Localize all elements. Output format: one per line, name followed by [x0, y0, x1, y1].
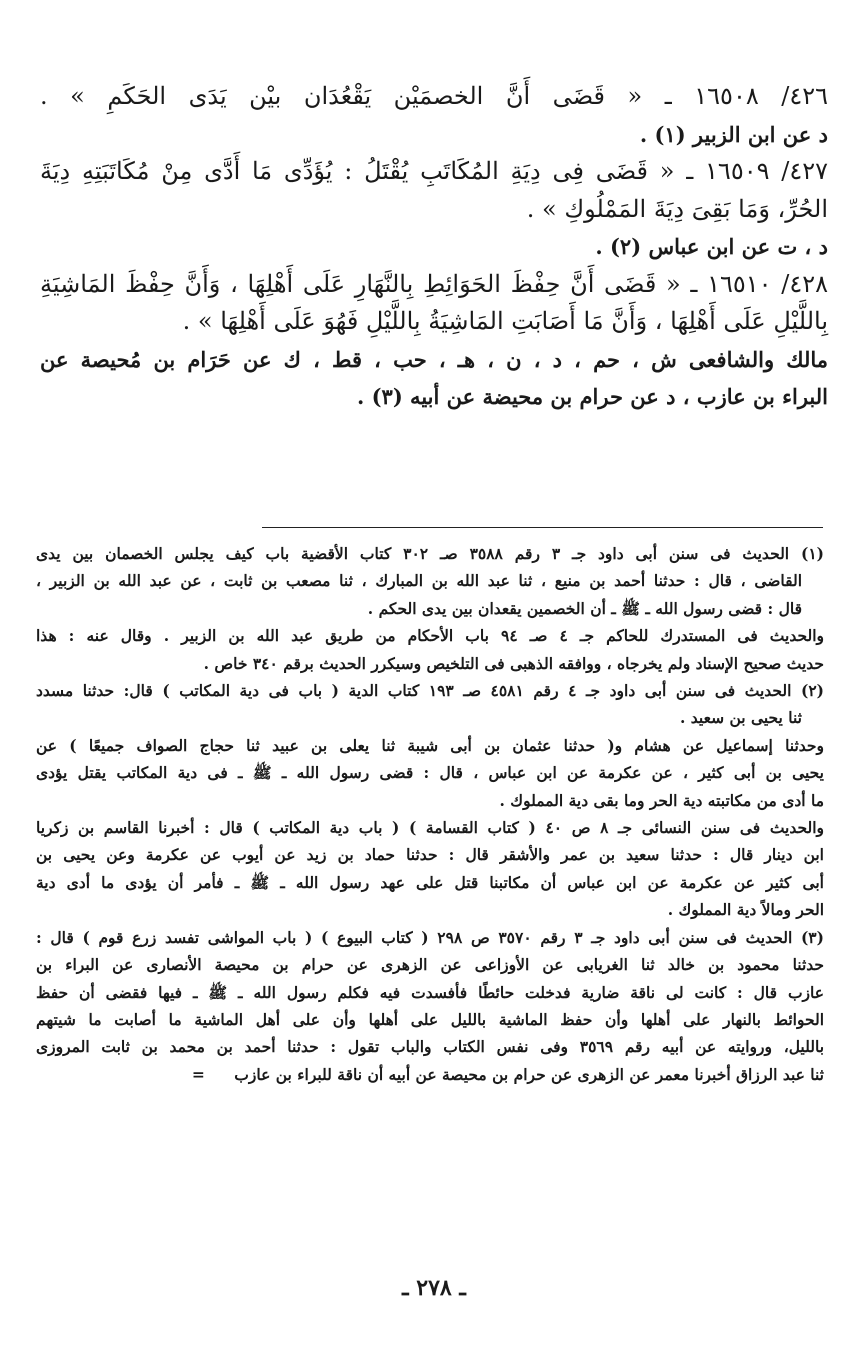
page-number: ـ ٢٧٨ ـ — [402, 1275, 466, 1301]
source-427: د ، ت عن ابن عباس (٢) . — [595, 234, 828, 259]
footnote-3-line: بالليل، وروايته عن أبيه رقم ٣٥٦٩ وفى نفس الكتاب والباب تقول : حدثنا أحمد بن محمد بن ثابت المروزى — [36, 1037, 825, 1057]
footnote-2-line: (٢) الحديث فى سنن أبى داود جـ ٤ رقم ٤٥٨١ صـ ١٩٣ كتاب الدية ( باب فى دية المكاتب ) قال: حدثنا مسدد — [36, 681, 824, 701]
footnote-2-line: ثنا يحيى بن سعيد . — [679, 708, 802, 728]
footnote-2-line: وحدثنا إسماعيل عن هشام و( حدثنا عثمان بن أبى شيبة ثنا يعلى بن عبيد ثنا حجاج الصواف جميعًا ) عن — [36, 735, 824, 755]
footnote-1-line: قال : قضى رسول الله ـ ﷺ ـ أن الخصمين يقعدان بين يدى الحكم . — [367, 598, 802, 618]
footnote-3-line: الحوائط بالنهار على أهلها وأن حفظ الماشية بالليل على أهلها وأن على أهل الماشية ما أصابت ما شيتهم — [36, 1009, 824, 1029]
footnote-1-line: (١) الحديث فى سنن أبى داود جـ ٣ رقم ٣٥٨٨ صـ ٣٠٢ كتاب الأقضية باب كيف يجلس الخصمان بين يدى — [36, 544, 824, 563]
footnote-2-line: أبى كثير عن عكرمة عن ابن عباس أن مكاتبنا قتل على عهد رسول الله ـ ﷺ ـ فأمر أن يؤدى ما أدى دية — [36, 872, 824, 892]
footnote-3-last-line — [36, 1061, 824, 1088]
source-428-line-2: البراء بن عازب ، د عن حرام بن محيضة عن أبيه (٣) . — [356, 384, 828, 409]
continuation-mark: = — [191, 1064, 205, 1084]
footnote-1-line: القاضى ، قال : حدثنا أحمد بن منيع ، ثنا عبد الله بن المبارك ، ثنا مصعب بن ثابت ، عن عبد الله بن الزبير ، — [36, 571, 802, 591]
footnote-3-line: حدثنا محمود بن خالد ثنا الغريابى عن الأوزاعى عن الزهرى عن حرام بن محيصة الأنصارى عن البراء بن — [36, 955, 824, 975]
footnote-2-line: والحديث فى سنن النسائى جـ ٨ ص ٤٠ ( كتاب القسامة ) ( باب دية المكاتب ) قال : أخبرنا القاسم بن زكريا — [36, 818, 825, 838]
footnote-separator — [262, 527, 823, 528]
footnote-2-line: ابن دينار قال : حدثنا سعيد بن عمر والأشقر قال : حدثنا حماد بن زيد عن أيوب عن عكرمة وعن يحيى بن — [36, 845, 824, 865]
footnote-3-line: (٣) الحديث فى سنن أبى داود جـ ٣ رقم ٣٥٧٠ ص ٢٩٨ ( كتاب البيوع ) ( باب المواشى تفسد زرع قوم ) قال : — [36, 927, 824, 947]
footnote-3-text: ثنا عبد الرزاق أخبرنا معمر عن الزهرى عن حرام بن محيصة عن أبيه أن ناقة للبراء بن عازب — [234, 1064, 824, 1084]
hadith-426: ٤٢٦/ ١٦٥٠٨ ـ « قَضَى أَنَّ الخصمَيْن يَقْعُدَان بيْن يَدَى الحَكَمِ » . — [40, 82, 828, 110]
footnote-2-line: الحر ومالاً دية المملوك . — [667, 900, 824, 920]
source-428-line-1: مالك والشافعى ش ، حم ، د ، ن ، هـ ، حب ، قط ، ك عن حَرَام بن مُحيصة عن — [40, 346, 828, 372]
footnote-1-line: حديث صحيح الإسناد ولم يخرجاه ، ووافقه الذهبى فى التلخيص وسيكرر الحديث برقم ٣٤٠ خاص . — [203, 653, 824, 673]
footnotes — [36, 540, 824, 1088]
hadith-428-line-2: بِاللَّيْلِ عَلَى أَهْلِهَا ، وَأَنَّ مَا أَصَابَتِ المَاشِيَةُ بِاللَّيْلِ فَهُوَ عَلَى أَهْلِهَا » . — [182, 307, 828, 335]
hadith-428-line-1: ٤٢٨/ ١٦٥١٠ ـ « قَضَى أَنَّ حِفْظَ الحَوَائِطِ بِالنَّهَارِ عَلَى أَهْلِهَا ، وَأَنَّ حِفْظَ المَاشِيَةِ — [40, 269, 829, 298]
footnote-2-line: ما أدى من مكاتبته دية الحر وما بقى دية المملوك . — [499, 790, 824, 810]
footnote-3-line: عازب قال : كانت لى ناقة ضارية فدخلت حائطًا فأفسدت فيه فكلم رسول الله ـ ﷺ ـ فيها فقضى أن حفظ — [36, 982, 824, 1002]
hadith-427-line-2: الحُرِّ، وَمَا بَقِىَ دِيَةَ المَمْلُوكِ » . — [526, 194, 828, 223]
footnote-2-line: يحيى بن أبى كثير ، عن عكرمة عن ابن عباس ، قال : قضى رسول الله ـ ﷺ ـ فى دية المكاتب يقتل يؤدى — [36, 763, 824, 783]
main-text — [40, 78, 828, 416]
footnote-1-line: والحديث فى المستدرك للحاكم جـ ٤ صـ ٩٤ باب الأحكام من طريق عبد الله بن الزبير . وقال عنه : هذا — [36, 626, 824, 646]
hadith-427-line-1: ٤٢٧/ ١٦٥٠٩ ـ « قَضَى فِى دِيَةِ المُكَاتَبِ يُقْتَلُ : يُؤَدِّى مَا أَدَّى مِنْ مُكَاتَبَتِهِ دِيَةَ — [40, 157, 829, 185]
source-426: د عن ابن الزبير (١) . — [639, 121, 828, 147]
